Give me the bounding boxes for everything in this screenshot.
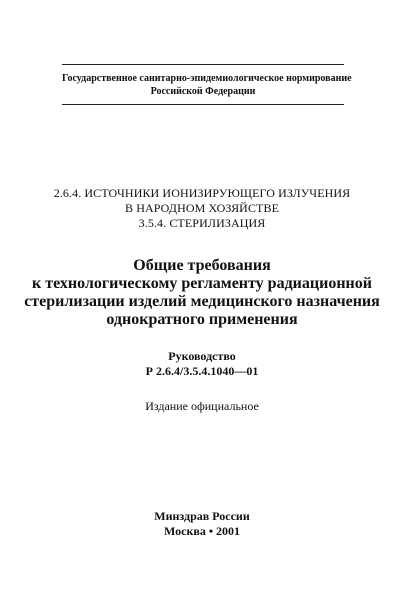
title-line-3: стерилизации изделий медицинского назначения bbox=[24, 293, 380, 310]
title-line-2: к технологическому регламенту радиационной bbox=[32, 275, 372, 292]
document-code: Р 2.6.4/3.5.4.1040—01 bbox=[145, 364, 259, 378]
publisher-block bbox=[0, 509, 404, 539]
edition-label: Издание официальное bbox=[145, 399, 259, 413]
header-block bbox=[62, 64, 352, 105]
header-line-2: Российской Федерации bbox=[150, 86, 256, 97]
series-line-3: 3.5.4. СТЕРИЛИЗАЦИЯ bbox=[138, 216, 266, 230]
header-line-1: Государственное санитарно-эпидемиологическое нормирование bbox=[62, 73, 352, 84]
series-block bbox=[0, 186, 404, 231]
series-line-2: В НАРОДНОМ ХОЗЯЙСТВЕ bbox=[124, 201, 280, 215]
publisher-place-year: Москва • 2001 bbox=[163, 524, 241, 538]
document-type: Руководство bbox=[168, 349, 236, 363]
title-line-1: Общие требования bbox=[133, 257, 271, 274]
series-line-1: 2.6.4. ИСТОЧНИКИ ИОНИЗИРУЮЩЕГО ИЗЛУЧЕНИЯ bbox=[53, 186, 351, 200]
document-title bbox=[0, 257, 404, 329]
publisher-name: Минздрав России bbox=[154, 509, 250, 523]
title-line-4: однократного применения bbox=[106, 311, 298, 328]
document-type-block bbox=[0, 349, 404, 379]
